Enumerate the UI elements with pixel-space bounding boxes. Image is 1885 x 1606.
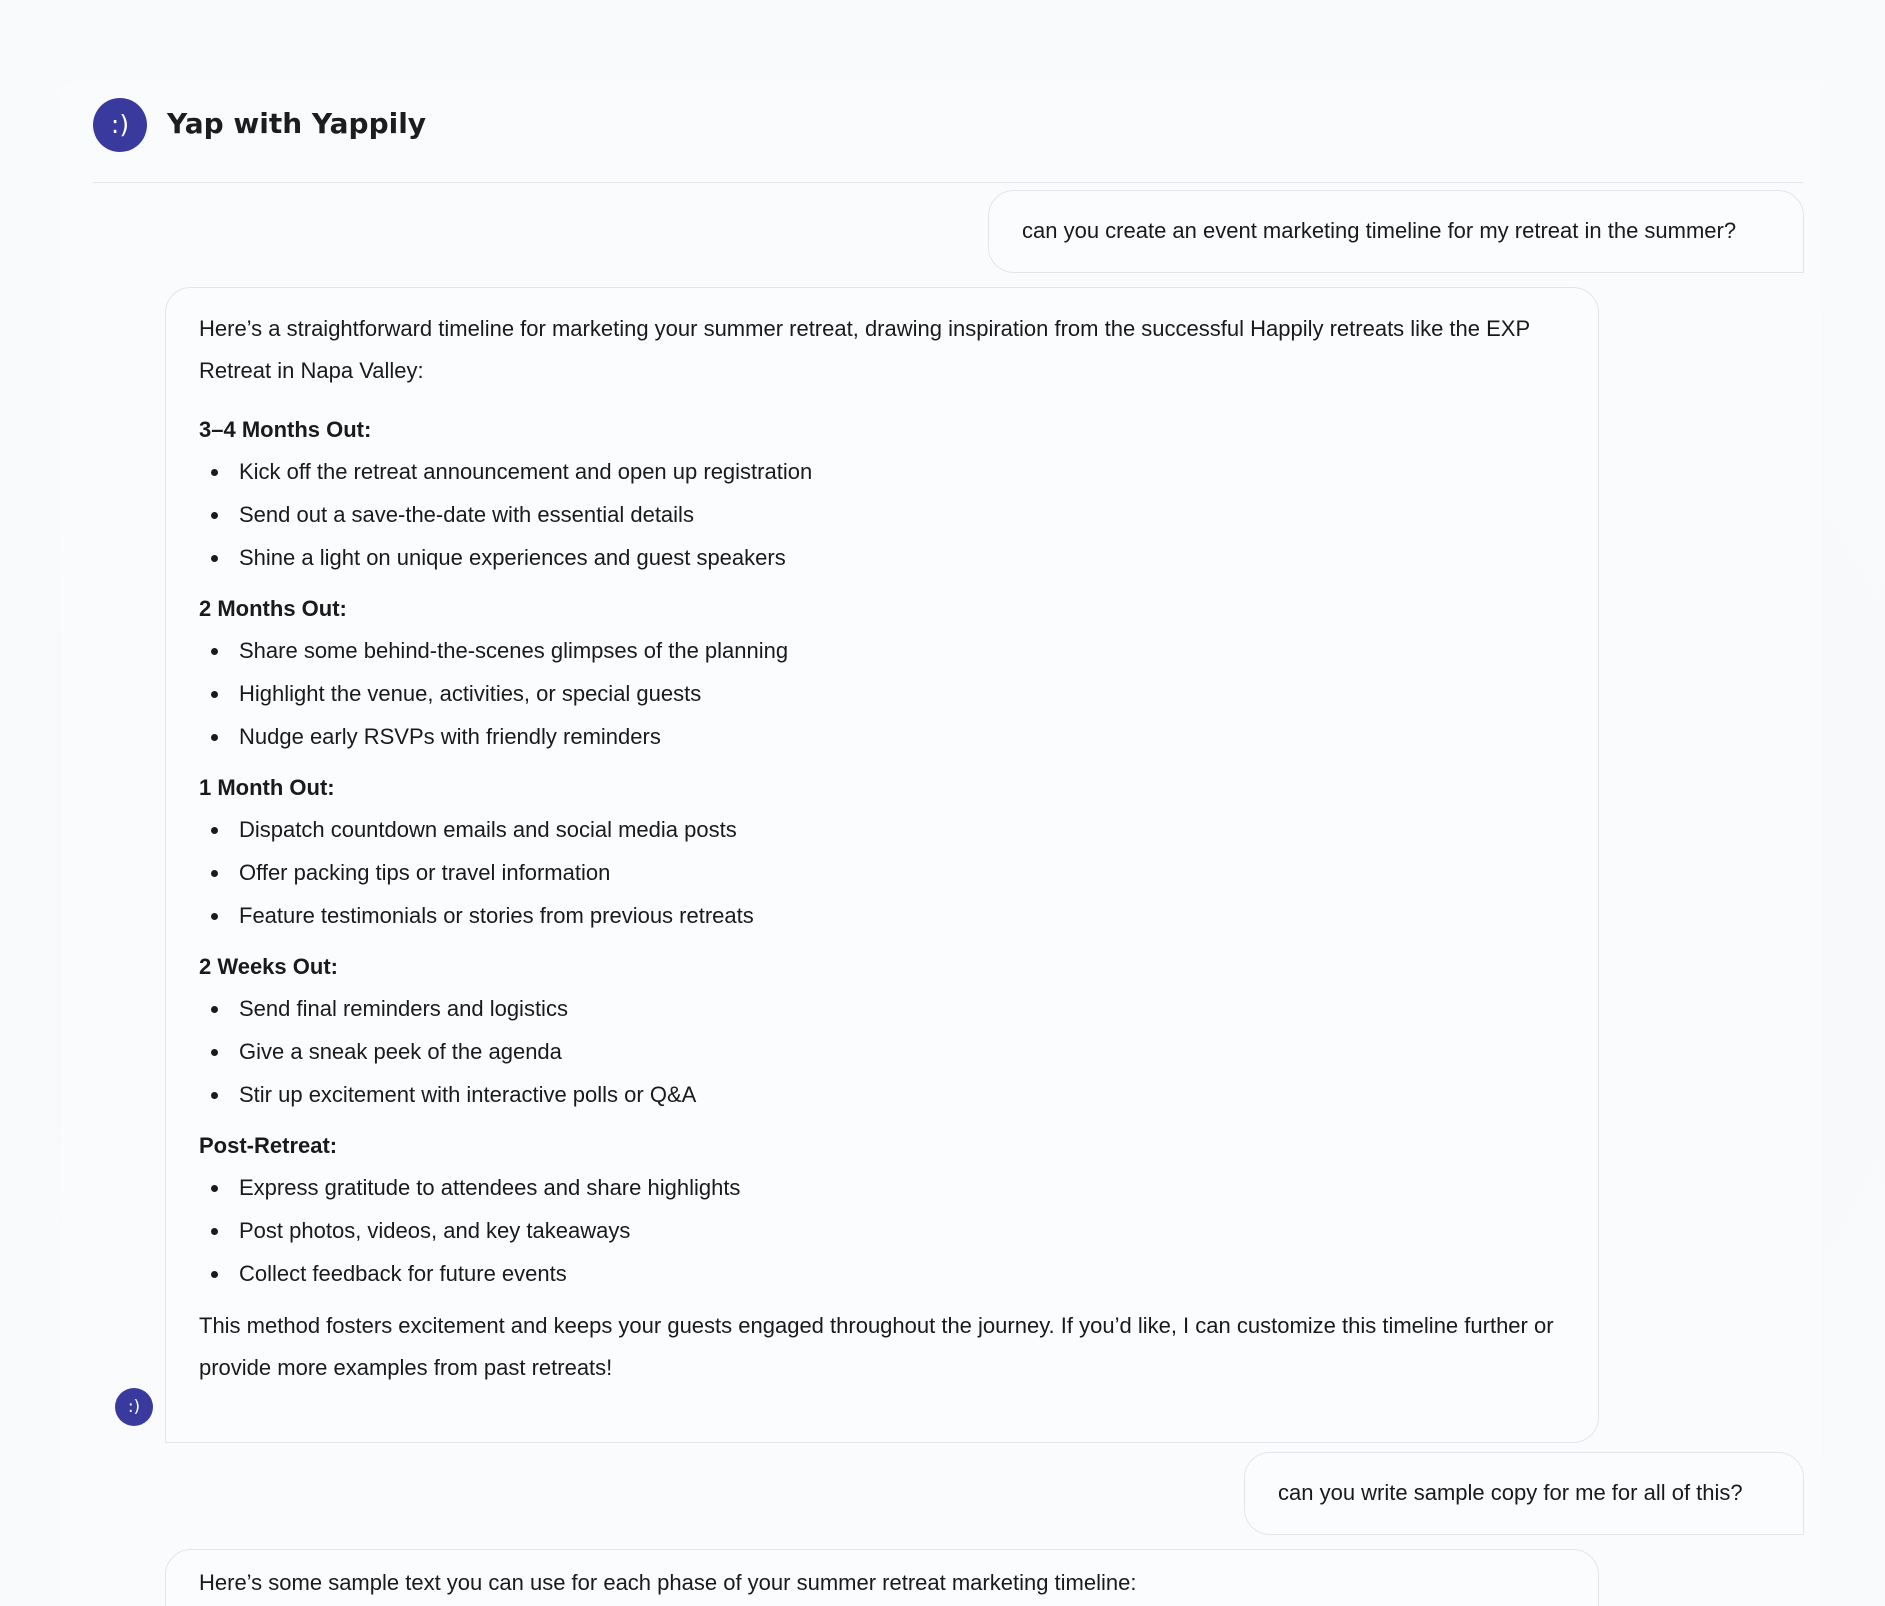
bullet-list	[199, 450, 1565, 579]
bullet-list	[199, 629, 1565, 758]
list-item: Nudge early RSVPs with friendly reminders	[199, 715, 1565, 758]
list-item: Dispatch countdown emails and social media posts	[199, 808, 1565, 851]
list-item: Shine a light on unique experiences and guest speakers	[199, 536, 1565, 579]
list-item: Feature testimonials or stories from previous retreats	[199, 894, 1565, 937]
timeline-section	[199, 589, 1565, 758]
bot-message-outro: This method fosters excitement and keeps your guests engaged throughout the journey. If you’d like, I can customize this timeline further or provide more examples from past retreats!	[199, 1313, 1554, 1380]
section-heading: 3–4 Months Out:	[199, 417, 372, 442]
list-item: Offer packing tips or travel information	[199, 851, 1565, 894]
section-heading: Post-Retreat:	[199, 1133, 338, 1158]
bot-message-bubble	[165, 1549, 1599, 1606]
yappily-logo-avatar: :)	[93, 98, 147, 152]
section-heading: 2 Weeks Out:	[199, 954, 338, 979]
user-message-text: can you create an event marketing timeline for my retreat in the summer?	[1022, 218, 1737, 243]
list-item: Highlight the venue, activities, or special guests	[199, 672, 1565, 715]
list-item: Share some behind-the-scenes glimpses of the planning	[199, 629, 1565, 672]
section-heading: 2 Months Out:	[199, 596, 347, 621]
bullet-list	[199, 987, 1565, 1116]
list-item: Express gratitude to attendees and share highlights	[199, 1166, 1565, 1209]
list-item: Stir up excitement with interactive polls or Q&A	[199, 1073, 1565, 1116]
bullet-list	[199, 1166, 1565, 1295]
chat-header	[93, 96, 1803, 183]
bullet-list	[199, 808, 1565, 937]
user-message-text: can you write sample copy for me for all of this?	[1278, 1480, 1743, 1505]
timeline-section	[199, 410, 1565, 579]
section-heading: 1 Month Out:	[199, 775, 335, 800]
list-item: Collect feedback for future events	[199, 1252, 1565, 1295]
timeline-section	[199, 1126, 1565, 1295]
list-item: Send out a save-the-date with essential details	[199, 493, 1565, 536]
list-item: Kick off the retreat announcement and open up registration	[199, 450, 1565, 493]
list-item: Send final reminders and logistics	[199, 987, 1565, 1030]
user-message-bubble	[988, 190, 1804, 273]
app-title: Yap with Yappily	[167, 107, 427, 140]
bot-message-bubble	[165, 287, 1599, 1443]
timeline-section	[199, 768, 1565, 937]
bot-avatar: :)	[115, 1388, 153, 1426]
timeline-section	[199, 947, 1565, 1116]
list-item: Give a sneak peek of the agenda	[199, 1030, 1565, 1073]
list-item: Post photos, videos, and key takeaways	[199, 1209, 1565, 1252]
bot-message-intro: Here’s some sample text you can use for each phase of your summer retreat marketing timeline:	[199, 1570, 1137, 1595]
user-message-bubble	[1244, 1452, 1804, 1535]
bot-message-intro: Here’s a straightforward timeline for marketing your summer retreat, drawing inspiration from the successful Happily retreats like the EXP Retreat in Napa Valley:	[199, 316, 1530, 383]
